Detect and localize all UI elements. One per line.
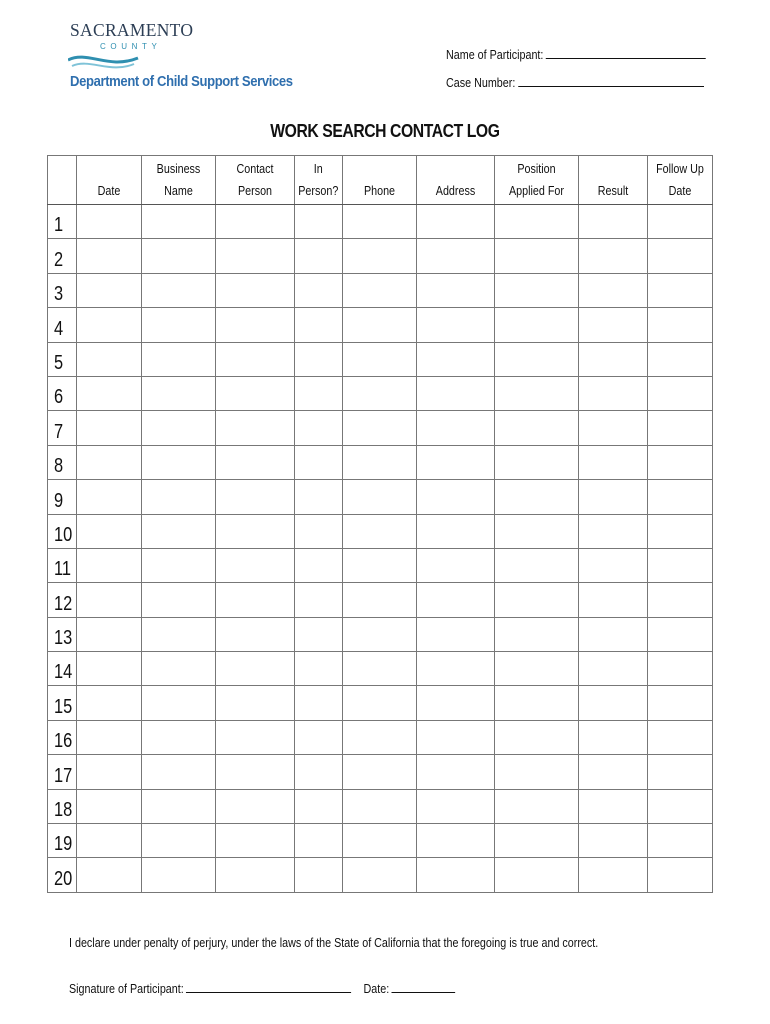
- table-row: [48, 205, 713, 239]
- table-row: [48, 824, 713, 858]
- cell-phone[interactable]: [342, 411, 416, 445]
- table-row: [48, 411, 713, 445]
- cell-followup[interactable]: [647, 273, 712, 307]
- cell-followup[interactable]: [647, 376, 712, 410]
- cell-contact[interactable]: [216, 583, 295, 617]
- cell-followup[interactable]: [647, 411, 712, 445]
- cell-inperson[interactable]: [295, 548, 343, 582]
- column-header-inperson: [295, 156, 343, 205]
- row-number: [48, 308, 77, 342]
- cell-inperson[interactable]: [295, 755, 343, 789]
- column-header-line1: Follow Up: [655, 162, 704, 176]
- cell-address[interactable]: [416, 514, 494, 548]
- column-header-line1: Position: [517, 162, 556, 176]
- row-number-label: 8: [54, 455, 64, 478]
- cell-result[interactable]: [578, 411, 647, 445]
- row-number: [48, 239, 77, 273]
- column-header-label: [584, 156, 642, 202]
- column-header-line2: Date: [668, 184, 692, 198]
- cell-inperson[interactable]: [295, 273, 343, 307]
- signature-label: Signature of Participant:: [69, 982, 184, 996]
- cell-contact[interactable]: [216, 205, 295, 239]
- cell-inperson[interactable]: [295, 824, 343, 858]
- row-number: [48, 824, 77, 858]
- cell-phone[interactable]: [342, 755, 416, 789]
- row-number-label: 6: [54, 386, 64, 409]
- table-row: [48, 652, 713, 686]
- row-number: [48, 514, 77, 548]
- row-number: [48, 755, 77, 789]
- cell-address[interactable]: [416, 755, 494, 789]
- cell-date[interactable]: [77, 720, 142, 754]
- cell-contact[interactable]: [216, 789, 295, 823]
- cell-business[interactable]: [142, 824, 216, 858]
- cell-address[interactable]: [416, 480, 494, 514]
- column-header-label: [147, 156, 210, 202]
- case-number-label: Case Number:: [446, 76, 516, 90]
- cell-result[interactable]: [578, 445, 647, 479]
- cell-date[interactable]: [77, 652, 142, 686]
- cell-business[interactable]: [142, 583, 216, 617]
- cell-business[interactable]: [142, 548, 216, 582]
- row-number-label: 3: [54, 283, 64, 306]
- cell-address[interactable]: [416, 824, 494, 858]
- column-header-line2: Date: [97, 184, 121, 198]
- cell-followup[interactable]: [647, 686, 712, 720]
- cell-position[interactable]: [494, 858, 578, 892]
- cell-inperson[interactable]: [295, 376, 343, 410]
- cell-phone[interactable]: [342, 205, 416, 239]
- cell-business[interactable]: [142, 789, 216, 823]
- cell-result[interactable]: [578, 789, 647, 823]
- cell-contact[interactable]: [216, 445, 295, 479]
- cell-result[interactable]: [578, 273, 647, 307]
- table-row: [48, 789, 713, 823]
- cell-phone[interactable]: [342, 514, 416, 548]
- cell-address[interactable]: [416, 342, 494, 376]
- row-number: [48, 480, 77, 514]
- work-search-log-table: [47, 155, 713, 893]
- cell-address[interactable]: [416, 411, 494, 445]
- cell-address[interactable]: [416, 617, 494, 651]
- cell-address[interactable]: [416, 308, 494, 342]
- row-number-label: 20: [54, 867, 73, 890]
- cell-position[interactable]: [494, 308, 578, 342]
- cell-result[interactable]: [578, 205, 647, 239]
- cell-inperson[interactable]: [295, 720, 343, 754]
- cell-followup[interactable]: [647, 617, 712, 651]
- cell-business[interactable]: [142, 858, 216, 892]
- cell-business[interactable]: [142, 342, 216, 376]
- row-number-label: 12: [54, 592, 73, 615]
- cell-inperson[interactable]: [295, 411, 343, 445]
- cell-position[interactable]: [494, 411, 578, 445]
- cell-contact[interactable]: [216, 273, 295, 307]
- row-number-label: 9: [54, 489, 64, 512]
- cell-business[interactable]: [142, 239, 216, 273]
- cell-inperson[interactable]: [295, 652, 343, 686]
- perjury-declaration: I declare under penalty of perjury, under the laws of the State of California that the foregoing is true and correct.: [69, 936, 599, 950]
- cell-followup[interactable]: [647, 858, 712, 892]
- column-header-line2: Applied For: [508, 184, 564, 198]
- cell-result[interactable]: [578, 342, 647, 376]
- cell-business[interactable]: [142, 720, 216, 754]
- table-row: [48, 445, 713, 479]
- case-number-line[interactable]: [518, 76, 704, 87]
- cell-phone[interactable]: [342, 445, 416, 479]
- column-header-label: [348, 156, 411, 202]
- cell-inperson[interactable]: [295, 789, 343, 823]
- cell-contact[interactable]: [216, 686, 295, 720]
- cell-date[interactable]: [77, 617, 142, 651]
- cell-phone[interactable]: [342, 239, 416, 273]
- cell-contact[interactable]: [216, 548, 295, 582]
- cell-date[interactable]: [77, 308, 142, 342]
- cell-date[interactable]: [77, 789, 142, 823]
- cell-address[interactable]: [416, 548, 494, 582]
- cell-inperson[interactable]: [295, 858, 343, 892]
- row-number-label: 11: [54, 558, 72, 581]
- signature-section: [69, 982, 455, 996]
- cell-followup[interactable]: [647, 824, 712, 858]
- cell-phone[interactable]: [342, 342, 416, 376]
- table-row: [48, 686, 713, 720]
- cell-followup[interactable]: [647, 239, 712, 273]
- column-header-contact: [216, 156, 295, 205]
- cell-inperson[interactable]: [295, 205, 343, 239]
- row-number: [48, 583, 77, 617]
- cell-phone[interactable]: [342, 617, 416, 651]
- cell-date[interactable]: [77, 273, 142, 307]
- cell-phone[interactable]: [342, 548, 416, 582]
- cell-position[interactable]: [494, 205, 578, 239]
- cell-date[interactable]: [77, 824, 142, 858]
- page-title: WORK SEARCH CONTACT LOG: [270, 120, 500, 141]
- cell-date[interactable]: [77, 548, 142, 582]
- row-number: [48, 686, 77, 720]
- cell-business[interactable]: [142, 755, 216, 789]
- column-header-line2: Name: [164, 184, 194, 198]
- row-number: [48, 617, 77, 651]
- column-header-line2: Person?: [298, 184, 339, 198]
- column-header-label: [501, 156, 572, 202]
- cell-result[interactable]: [578, 239, 647, 273]
- table-row: [48, 480, 713, 514]
- cell-contact[interactable]: [216, 376, 295, 410]
- table-row: [48, 273, 713, 307]
- cell-position[interactable]: [494, 686, 578, 720]
- cell-followup[interactable]: [647, 789, 712, 823]
- cell-inperson[interactable]: [295, 342, 343, 376]
- column-header-line2: Phone: [363, 184, 395, 198]
- row-number: [48, 273, 77, 307]
- cell-address[interactable]: [416, 273, 494, 307]
- cell-followup[interactable]: [647, 342, 712, 376]
- cell-date[interactable]: [77, 858, 142, 892]
- cell-followup[interactable]: [647, 480, 712, 514]
- cell-result[interactable]: [578, 824, 647, 858]
- cell-followup[interactable]: [647, 755, 712, 789]
- column-header-line2: Result: [597, 184, 629, 198]
- cell-result[interactable]: [578, 480, 647, 514]
- cell-position[interactable]: [494, 376, 578, 410]
- column-header-business: [142, 156, 216, 205]
- date-label: Date:: [363, 982, 390, 996]
- column-header-label: [222, 156, 289, 202]
- column-header-phone: [342, 156, 416, 205]
- column-header-date: [77, 156, 142, 205]
- cell-business[interactable]: [142, 273, 216, 307]
- column-header-position: [494, 156, 578, 205]
- cell-result[interactable]: [578, 617, 647, 651]
- cell-position[interactable]: [494, 480, 578, 514]
- cell-followup[interactable]: [647, 583, 712, 617]
- cell-address[interactable]: [416, 583, 494, 617]
- cell-inperson[interactable]: [295, 445, 343, 479]
- cell-contact[interactable]: [216, 514, 295, 548]
- column-header-line2: Person: [238, 184, 273, 198]
- cell-date[interactable]: [77, 755, 142, 789]
- cell-followup[interactable]: [647, 445, 712, 479]
- cell-address[interactable]: [416, 858, 494, 892]
- cell-followup[interactable]: [647, 548, 712, 582]
- cell-position[interactable]: [494, 583, 578, 617]
- cell-phone[interactable]: [342, 686, 416, 720]
- table-row: [48, 755, 713, 789]
- cell-address[interactable]: [416, 376, 494, 410]
- cell-date[interactable]: [77, 445, 142, 479]
- cell-inperson[interactable]: [295, 308, 343, 342]
- cell-phone[interactable]: [342, 308, 416, 342]
- row-number-label: 1: [54, 214, 64, 237]
- department-name: Department of Child Support Services: [70, 74, 293, 90]
- table-row: [48, 308, 713, 342]
- table-row: [48, 548, 713, 582]
- cell-contact[interactable]: [216, 480, 295, 514]
- column-header-label: [82, 156, 137, 202]
- column-header-label: [652, 156, 707, 202]
- cell-position[interactable]: [494, 548, 578, 582]
- cell-business[interactable]: [142, 308, 216, 342]
- cell-date[interactable]: [77, 342, 142, 376]
- cell-position[interactable]: [494, 273, 578, 307]
- cell-position[interactable]: [494, 239, 578, 273]
- cell-followup[interactable]: [647, 720, 712, 754]
- cell-address[interactable]: [416, 789, 494, 823]
- cell-position[interactable]: [494, 652, 578, 686]
- cell-address[interactable]: [416, 686, 494, 720]
- row-number: [48, 411, 77, 445]
- cell-contact[interactable]: [216, 617, 295, 651]
- date-line[interactable]: [392, 982, 456, 993]
- signature-line[interactable]: [186, 982, 351, 993]
- cell-inperson[interactable]: [295, 514, 343, 548]
- cell-contact[interactable]: [216, 720, 295, 754]
- cell-result[interactable]: [578, 652, 647, 686]
- cell-position[interactable]: [494, 720, 578, 754]
- cell-followup[interactable]: [647, 308, 712, 342]
- cell-position[interactable]: [494, 514, 578, 548]
- cell-contact[interactable]: [216, 308, 295, 342]
- cell-contact[interactable]: [216, 858, 295, 892]
- cell-result[interactable]: [578, 308, 647, 342]
- column-header-num: [48, 156, 77, 205]
- cell-result[interactable]: [578, 376, 647, 410]
- column-header-label: [422, 156, 488, 202]
- column-header-address: [416, 156, 494, 205]
- cell-followup[interactable]: [647, 205, 712, 239]
- row-number: [48, 205, 77, 239]
- cell-date[interactable]: [77, 205, 142, 239]
- cell-result[interactable]: [578, 548, 647, 582]
- cell-position[interactable]: [494, 445, 578, 479]
- cell-phone[interactable]: [342, 824, 416, 858]
- table-body: [48, 205, 713, 893]
- row-number-label: 19: [54, 833, 73, 856]
- table-row: [48, 239, 713, 273]
- row-number-label: 7: [54, 420, 64, 443]
- row-number-label: 5: [54, 351, 64, 374]
- cell-date[interactable]: [77, 239, 142, 273]
- table-row: [48, 514, 713, 548]
- participant-name-line[interactable]: [546, 48, 706, 59]
- participant-name-field: [446, 48, 706, 62]
- cell-phone[interactable]: [342, 720, 416, 754]
- cell-date[interactable]: [77, 583, 142, 617]
- cell-followup[interactable]: [647, 652, 712, 686]
- cell-inperson[interactable]: [295, 239, 343, 273]
- cell-phone[interactable]: [342, 376, 416, 410]
- cell-address[interactable]: [416, 205, 494, 239]
- cell-phone[interactable]: [342, 858, 416, 892]
- cell-business[interactable]: [142, 652, 216, 686]
- row-number-label: 13: [54, 627, 73, 650]
- cell-phone[interactable]: [342, 789, 416, 823]
- row-number: [48, 548, 77, 582]
- row-number-label: 4: [54, 317, 64, 340]
- sacramento-county-logo: [68, 18, 194, 70]
- cell-position[interactable]: [494, 789, 578, 823]
- cell-contact[interactable]: [216, 411, 295, 445]
- cell-result[interactable]: [578, 686, 647, 720]
- cell-date[interactable]: [77, 480, 142, 514]
- cell-contact[interactable]: [216, 239, 295, 273]
- cell-business[interactable]: [142, 686, 216, 720]
- cell-business[interactable]: [142, 514, 216, 548]
- row-number-label: 14: [54, 661, 73, 684]
- participant-name-label: Name of Participant:: [446, 48, 544, 62]
- cell-business[interactable]: [142, 445, 216, 479]
- cell-followup[interactable]: [647, 514, 712, 548]
- column-header-label: [50, 156, 74, 180]
- cell-business[interactable]: [142, 617, 216, 651]
- cell-inperson[interactable]: [295, 617, 343, 651]
- cell-address[interactable]: [416, 239, 494, 273]
- cell-position[interactable]: [494, 824, 578, 858]
- cell-result[interactable]: [578, 514, 647, 548]
- row-number: [48, 342, 77, 376]
- cell-result[interactable]: [578, 858, 647, 892]
- cell-address[interactable]: [416, 652, 494, 686]
- cell-position[interactable]: [494, 755, 578, 789]
- column-header-line1: Contact: [236, 162, 274, 176]
- cell-result[interactable]: [578, 755, 647, 789]
- cell-inperson[interactable]: [295, 686, 343, 720]
- row-number-label: 16: [54, 730, 73, 753]
- row-number-label: 2: [54, 248, 64, 271]
- cell-date[interactable]: [77, 514, 142, 548]
- cell-phone[interactable]: [342, 583, 416, 617]
- logo-subtitle: COUNTY: [100, 42, 162, 51]
- cell-date[interactable]: [77, 376, 142, 410]
- table-row: [48, 720, 713, 754]
- table-row: [48, 342, 713, 376]
- row-number: [48, 445, 77, 479]
- cell-business[interactable]: [142, 411, 216, 445]
- table-row: [48, 376, 713, 410]
- cell-result[interactable]: [578, 720, 647, 754]
- row-number-label: 15: [54, 695, 73, 718]
- cell-address[interactable]: [416, 720, 494, 754]
- row-number-label: 10: [54, 523, 73, 546]
- cell-phone[interactable]: [342, 273, 416, 307]
- cell-address[interactable]: [416, 445, 494, 479]
- row-number: [48, 858, 77, 892]
- row-number-label: 17: [54, 764, 73, 787]
- cell-contact[interactable]: [216, 755, 295, 789]
- cell-contact[interactable]: [216, 342, 295, 376]
- table-header-row: [48, 156, 713, 205]
- row-number: [48, 720, 77, 754]
- row-number: [48, 652, 77, 686]
- cell-date[interactable]: [77, 411, 142, 445]
- cell-inperson[interactable]: [295, 583, 343, 617]
- cell-contact[interactable]: [216, 824, 295, 858]
- cell-phone[interactable]: [342, 480, 416, 514]
- row-number: [48, 789, 77, 823]
- cell-contact[interactable]: [216, 652, 295, 686]
- cell-position[interactable]: [494, 342, 578, 376]
- cell-result[interactable]: [578, 583, 647, 617]
- logo-wordmark: SACRAMENTO: [70, 20, 194, 40]
- column-header-line1: In: [314, 162, 324, 176]
- column-header-followup: [647, 156, 712, 205]
- table-row: [48, 583, 713, 617]
- cell-business[interactable]: [142, 205, 216, 239]
- table-row: [48, 617, 713, 651]
- cell-business[interactable]: [142, 480, 216, 514]
- table-row: [48, 858, 713, 892]
- cell-date[interactable]: [77, 686, 142, 720]
- case-number-field: [446, 76, 704, 90]
- cell-position[interactable]: [494, 617, 578, 651]
- column-header-label: [299, 156, 339, 202]
- cell-phone[interactable]: [342, 652, 416, 686]
- column-header-result: [578, 156, 647, 205]
- cell-inperson[interactable]: [295, 480, 343, 514]
- column-header-line1: Business: [156, 162, 201, 176]
- cell-business[interactable]: [142, 376, 216, 410]
- row-number: [48, 376, 77, 410]
- row-number-label: 18: [54, 799, 73, 822]
- column-header-line2: Address: [435, 184, 476, 198]
